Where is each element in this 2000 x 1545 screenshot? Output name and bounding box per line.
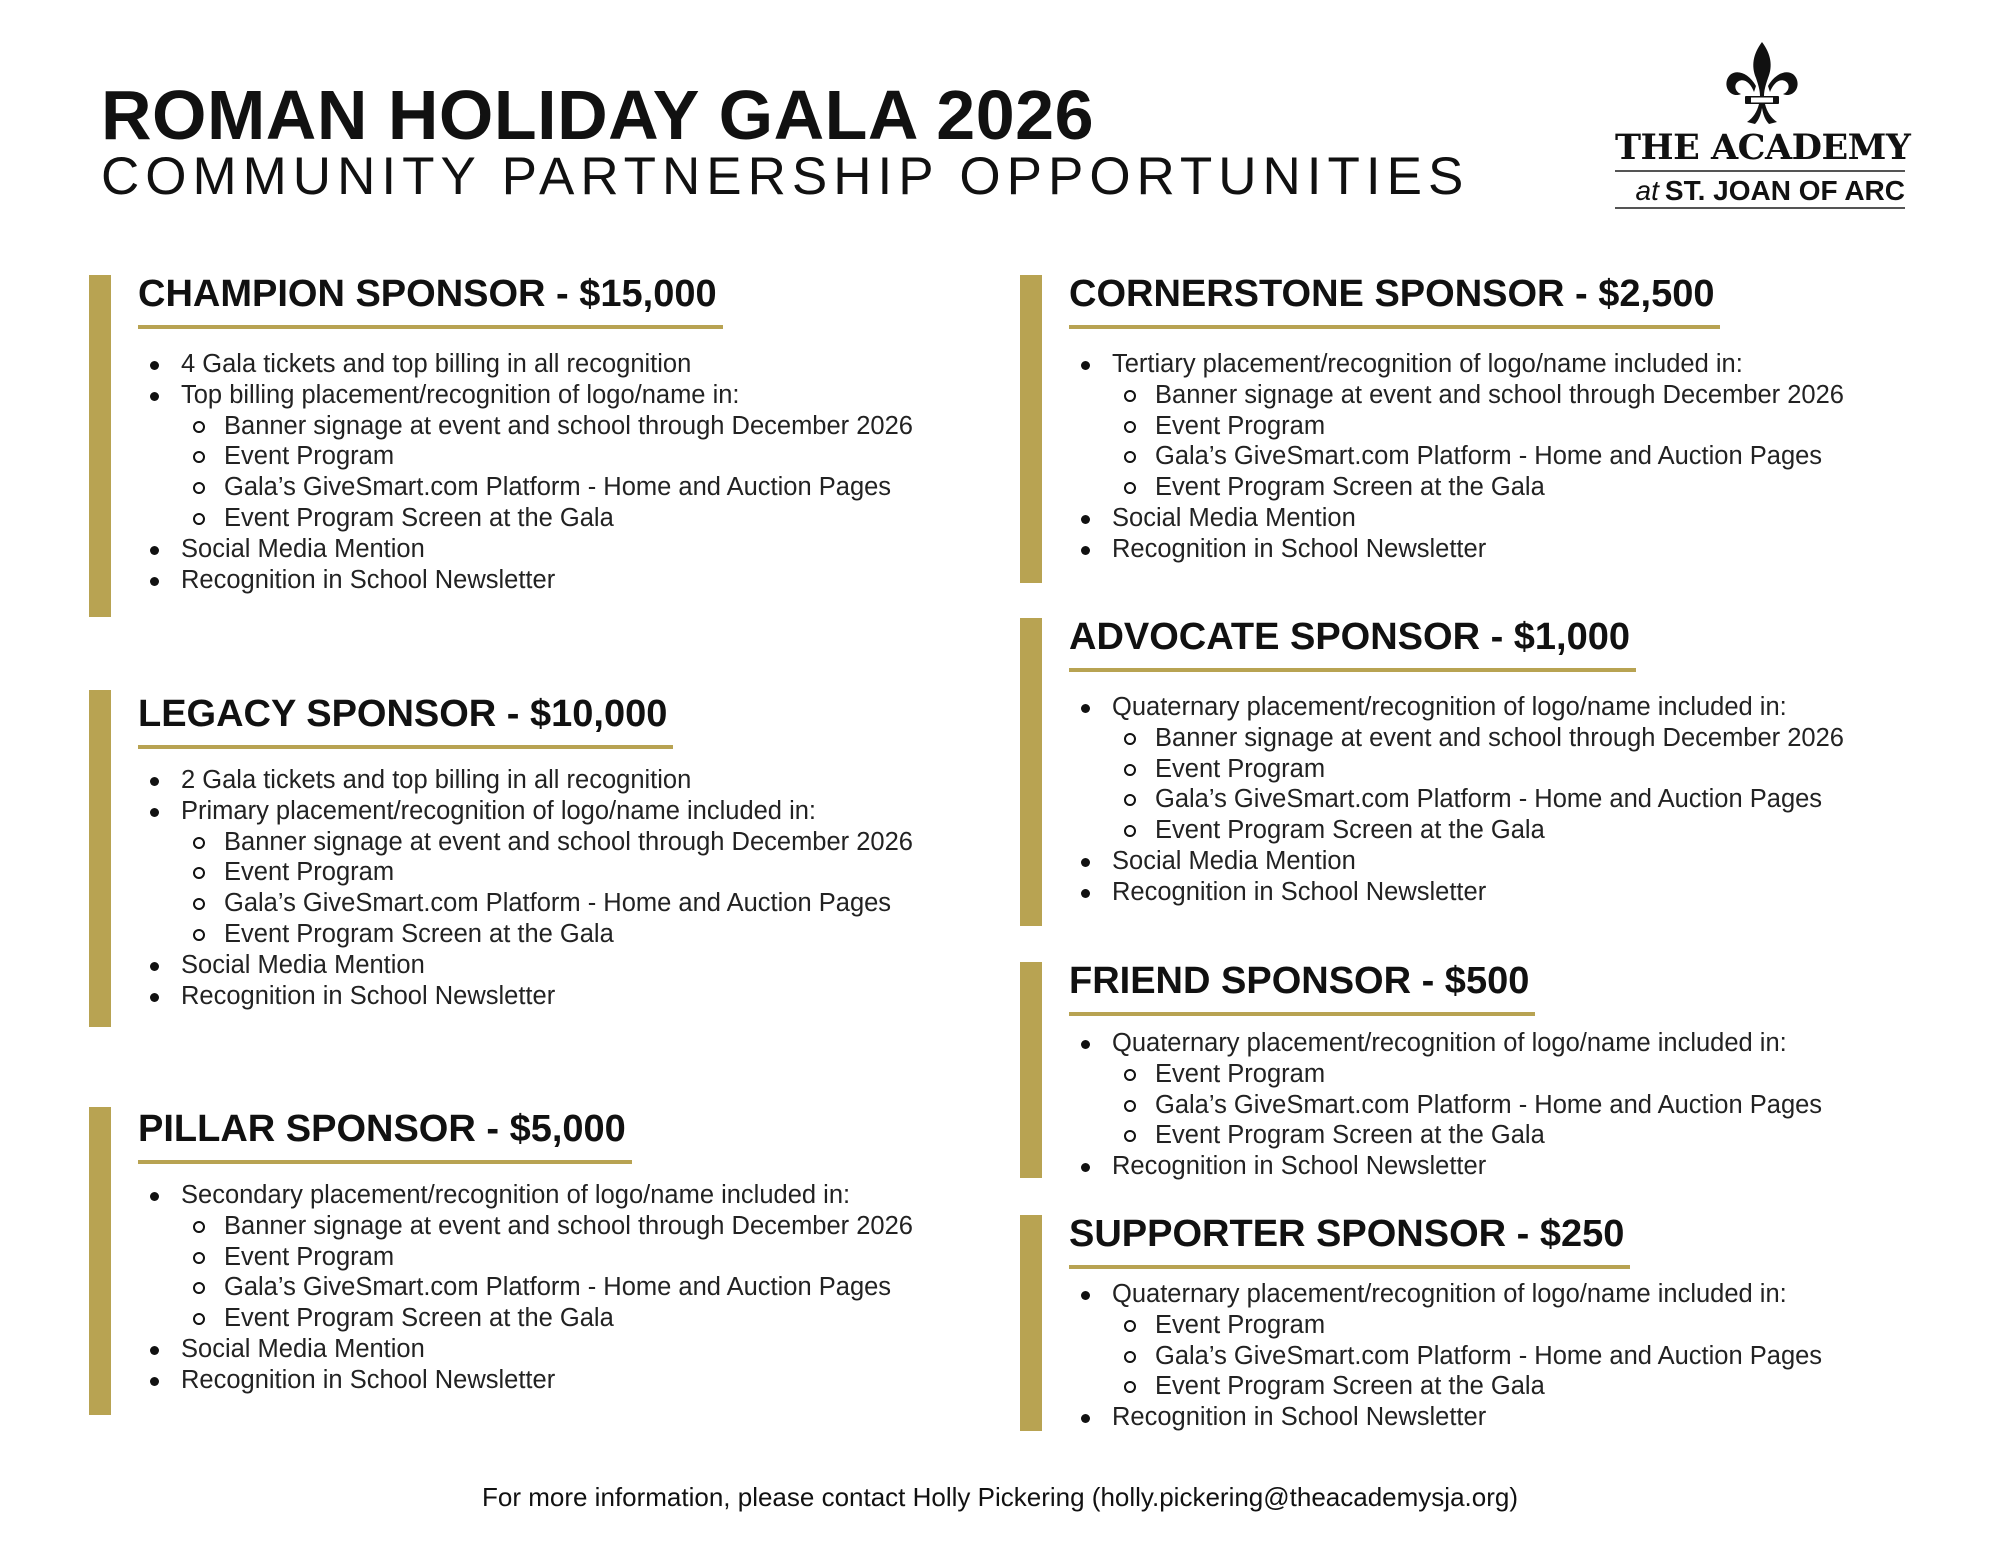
- list-item: Social Media Mention: [1069, 846, 1844, 877]
- supporter-benefits-list: [1069, 1279, 1822, 1433]
- academy-logo: [1615, 40, 1911, 210]
- list-item: Banner signage at event and school through December 2026: [1069, 380, 1844, 411]
- supporter-sponsor-section: [1020, 1215, 1970, 1435]
- logo-line-1: THE ACADEMY: [1615, 127, 1911, 168]
- pillar-sponsor-heading: PILLAR SPONSOR - $5,000: [138, 1110, 632, 1164]
- list-item: 2 Gala tickets and top billing in all recognition: [138, 765, 913, 796]
- advocate-sponsor-heading: ADVOCATE SPONSOR - $1,000: [1069, 618, 1636, 672]
- list-item: Quaternary placement/recognition of logo/name included in:: [1069, 692, 1844, 723]
- list-item: Gala’s GiveSmart.com Platform - Home and Auction Pages: [1069, 441, 1844, 472]
- logo-line-2: [1615, 170, 1905, 209]
- champion-sponsor-section: [89, 275, 989, 620]
- list-item: Event Program Screen at the Gala: [1069, 472, 1844, 503]
- friend-benefits-list: [1069, 1028, 1822, 1182]
- friend-sponsor-section: [1020, 962, 1970, 1182]
- list-item: Event Program: [1069, 1310, 1822, 1341]
- list-item: Recognition in School Newsletter: [1069, 877, 1844, 908]
- list-item: Secondary placement/recognition of logo/name included in:: [138, 1180, 913, 1211]
- list-item: Social Media Mention: [138, 534, 913, 565]
- list-item: Top billing placement/recognition of logo/name in:: [138, 380, 913, 411]
- list-item: Recognition in School Newsletter: [138, 981, 913, 1012]
- list-item: Banner signage at event and school through December 2026: [1069, 723, 1844, 754]
- list-item: Event Program: [1069, 411, 1844, 442]
- list-item: Banner signage at event and school through December 2026: [138, 827, 913, 858]
- section-accent-bar: [1020, 962, 1042, 1178]
- list-item: Event Program: [1069, 1059, 1822, 1090]
- list-item: Quaternary placement/recognition of logo/name included in:: [1069, 1279, 1822, 1310]
- section-accent-bar: [1020, 618, 1042, 926]
- page-subtitle: COMMUNITY PARTNERSHIP OPPORTUNITIES: [101, 147, 1470, 206]
- list-item: Event Program: [138, 1242, 913, 1273]
- list-item: Recognition in School Newsletter: [1069, 534, 1844, 565]
- section-accent-bar: [1020, 1215, 1042, 1431]
- list-item: Banner signage at event and school through December 2026: [138, 411, 913, 442]
- logo-school-name: ST. JOAN OF ARC: [1664, 175, 1905, 206]
- list-item: Recognition in School Newsletter: [138, 565, 913, 596]
- friend-sponsor-heading: FRIEND SPONSOR - $500: [1069, 962, 1535, 1016]
- list-item: Event Program Screen at the Gala: [1069, 1371, 1822, 1402]
- list-item: Recognition in School Newsletter: [1069, 1402, 1822, 1433]
- legacy-sponsor-heading: LEGACY SPONSOR - $10,000: [138, 695, 673, 749]
- legacy-benefits-list: [138, 765, 913, 1011]
- section-accent-bar: [89, 690, 111, 1027]
- list-item: Gala’s GiveSmart.com Platform - Home and Auction Pages: [1069, 1090, 1822, 1121]
- pillar-benefits-list: [138, 1180, 913, 1396]
- list-item: Event Program: [1069, 754, 1844, 785]
- list-item: Event Program: [138, 857, 913, 888]
- list-item: Tertiary placement/recognition of logo/name included in:: [1069, 349, 1844, 380]
- list-item: Social Media Mention: [1069, 503, 1844, 534]
- logo-at: at: [1635, 175, 1659, 206]
- list-item: Gala’s GiveSmart.com Platform - Home and Auction Pages: [1069, 1341, 1822, 1372]
- list-item: Event Program Screen at the Gala: [1069, 1120, 1822, 1151]
- champion-sponsor-heading: CHAMPION SPONSOR - $15,000: [138, 275, 723, 329]
- list-item: Gala’s GiveSmart.com Platform - Home and Auction Pages: [1069, 784, 1844, 815]
- section-accent-bar: [1020, 275, 1042, 583]
- pillar-sponsor-section: [89, 1107, 989, 1417]
- cornerstone-sponsor-heading: CORNERSTONE SPONSOR - $2,500: [1069, 275, 1720, 329]
- supporter-sponsor-heading: SUPPORTER SPONSOR - $250: [1069, 1215, 1630, 1269]
- list-item: Social Media Mention: [138, 1334, 913, 1365]
- advocate-sponsor-section: [1020, 618, 1970, 928]
- list-item: Banner signage at event and school through December 2026: [138, 1211, 913, 1242]
- list-item: Event Program Screen at the Gala: [138, 503, 913, 534]
- page-title: ROMAN HOLIDAY GALA 2026: [101, 76, 1095, 154]
- list-item: Gala’s GiveSmart.com Platform - Home and Auction Pages: [138, 472, 913, 503]
- advocate-benefits-list: [1069, 692, 1844, 908]
- cornerstone-benefits-list: [1069, 349, 1844, 565]
- list-item: Gala’s GiveSmart.com Platform - Home and Auction Pages: [138, 888, 913, 919]
- list-item: Gala’s GiveSmart.com Platform - Home and Auction Pages: [138, 1272, 913, 1303]
- champion-benefits-list: [138, 349, 913, 595]
- list-item: Primary placement/recognition of logo/name included in:: [138, 796, 913, 827]
- list-item: Event Program Screen at the Gala: [138, 919, 913, 950]
- section-accent-bar: [89, 275, 111, 617]
- contact-footer: For more information, please contact Holly Pickering (holly.pickering@theacademysja.org): [481, 1482, 1518, 1512]
- list-item: Quaternary placement/recognition of logo/name included in:: [1069, 1028, 1822, 1059]
- cornerstone-sponsor-section: [1020, 275, 1970, 585]
- list-item: Recognition in School Newsletter: [138, 1365, 913, 1396]
- list-item: Recognition in School Newsletter: [1069, 1151, 1822, 1182]
- list-item: Social Media Mention: [138, 950, 913, 981]
- list-item: Event Program: [138, 441, 913, 472]
- fleur-de-lis-icon: [1723, 40, 1801, 126]
- legacy-sponsor-section: [89, 690, 989, 1030]
- list-item: Event Program Screen at the Gala: [1069, 815, 1844, 846]
- list-item: Event Program Screen at the Gala: [138, 1303, 913, 1334]
- list-item: 4 Gala tickets and top billing in all recognition: [138, 349, 913, 380]
- section-accent-bar: [89, 1107, 111, 1415]
